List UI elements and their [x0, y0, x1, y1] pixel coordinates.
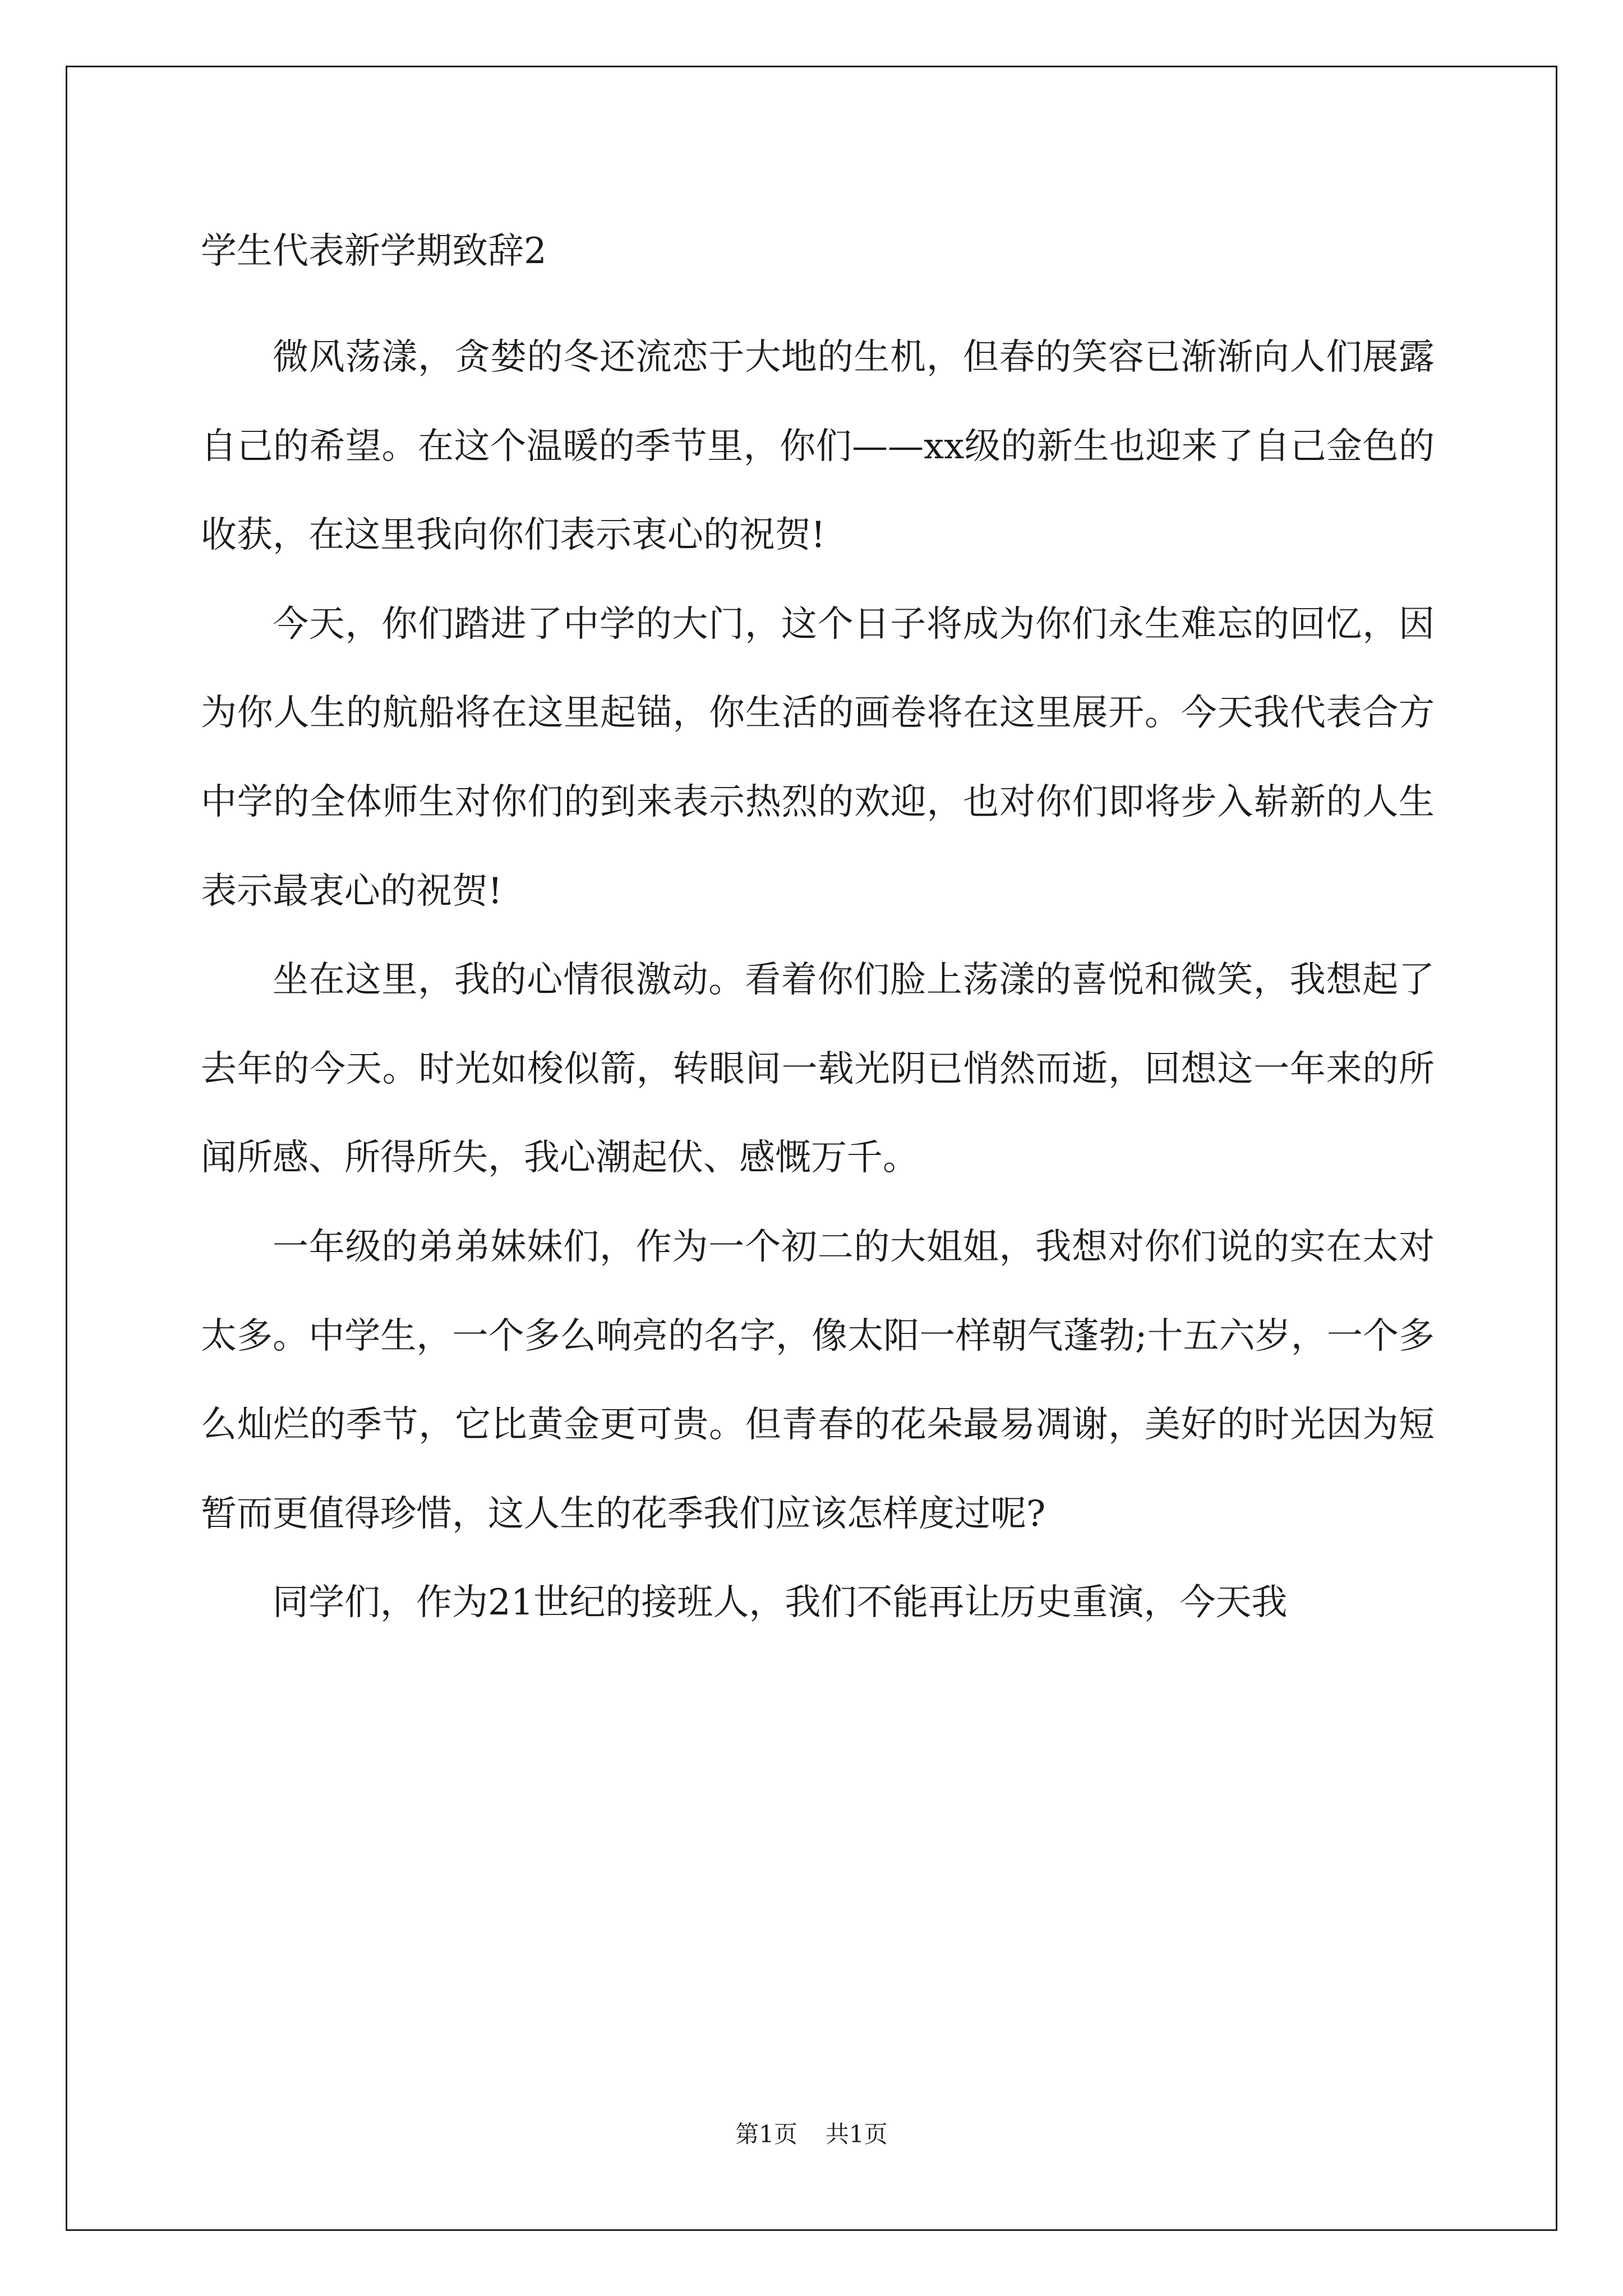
paragraph-2: 今天，你们踏进了中学的大门，这个日子将成为你们永生难忘的回忆，因为你人生的航船将在这里起锚，你生活的画卷将在这里展开。今天我代表合方中学的全体师生对你们的到来表示热烈的欢迎，也对你们即将步入崭新的人生表示最衷心的祝贺!: [201, 603, 1435, 912]
paragraph-3: 坐在这里，我的心情很激动。看着你们脸上荡漾的喜悦和微笑，我想起了去年的今天。时光如梭似箭，转眼间一载光阴已悄然而逝，回想这一年来的所闻所感、所得所失，我心潮起伏、感慨万千。: [201, 959, 1435, 1179]
document-body: [201, 313, 1435, 1648]
page-number: 第1页: [735, 2120, 797, 2148]
document-title: 学生代表新学期致辞2: [201, 231, 547, 272]
page-total: 共1页: [826, 2120, 888, 2148]
paragraph-4: 一年级的弟弟妹妹们，作为一个初二的大姐姐，我想对你们说的实在太对太多。中学生，一个多么响亮的名字，像太阳一样朝气蓬勃;十五六岁，一个多么灿烂的季节，它比黄金更可贵。但青春的花朵最易凋谢，美好的时光因为短暂而更值得珍惜，这人生的花季我们应该怎样度过呢?: [201, 1226, 1435, 1535]
page-footer: [0, 2118, 1623, 2151]
paragraph-5: 同学们，作为21世纪的接班人，我们不能再让历史重演，今天我: [273, 1582, 1288, 1624]
paragraph-1: 微风荡漾，贪婪的冬还流恋于大地的生机，但春的笑容已渐渐向人们展露自己的希望。在这个温暖的季节里，你们——xx级的新生也迎来了自己金色的收获，在这里我向你们表示衷心的祝贺!: [201, 337, 1435, 556]
